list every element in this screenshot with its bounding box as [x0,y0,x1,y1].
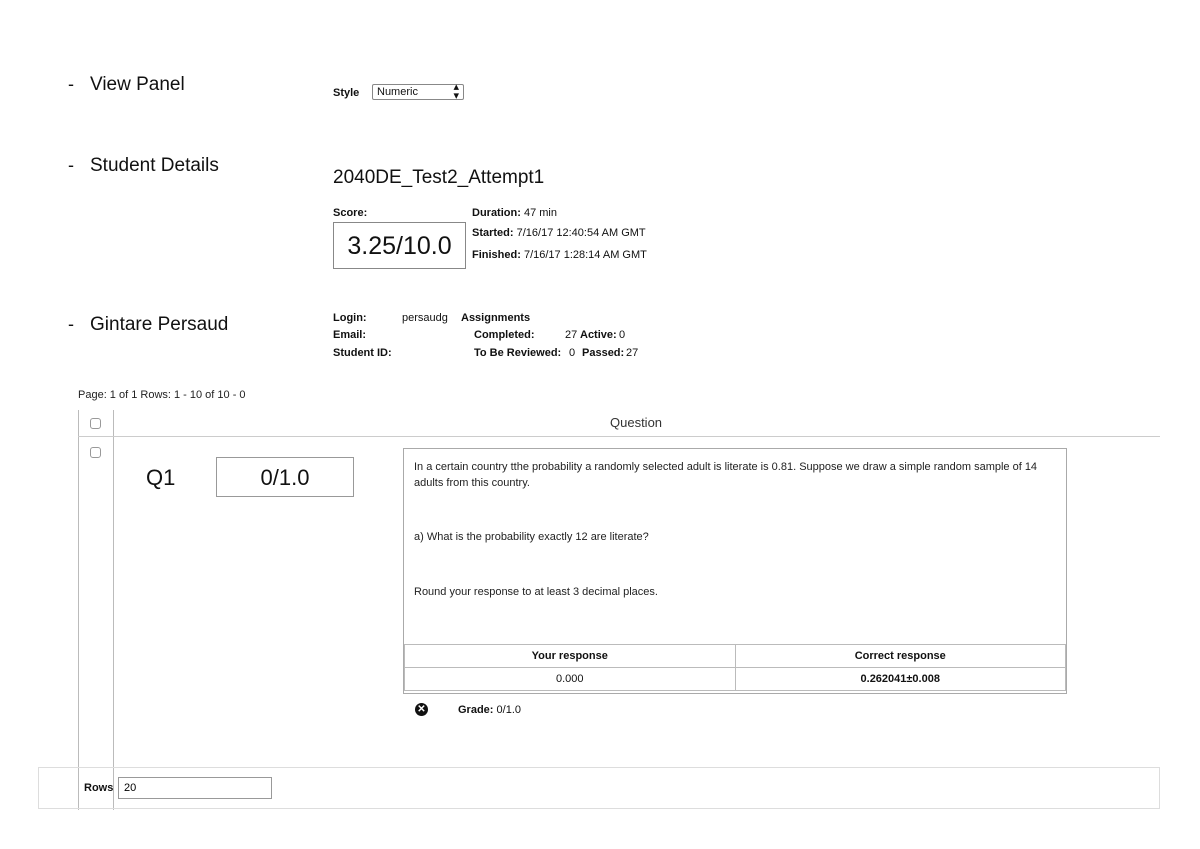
completed-value: 27 [565,329,578,341]
question-number: Q1 [146,465,176,490]
duration-label: Duration: [472,207,521,219]
style-label: Style [333,87,360,99]
rows-label: Rows [84,782,114,794]
collapse-toggle-student[interactable]: - [68,314,74,334]
question-paragraph-1: In a certain country tthe probability a randomly selected adult is literate is 0.81. Suppose we draw a simple random sample of 14 adults from this country. [414,461,1038,489]
grade-label: Grade: [458,704,494,716]
to-be-reviewed-value: 0 [569,347,576,359]
duration-row [472,207,557,219]
row-checkbox[interactable] [90,447,101,458]
started-row [472,227,646,239]
student-id-label: Student ID: [333,347,392,359]
passed-label: Passed: [582,347,625,359]
collapse-toggle-view-panel[interactable]: - [68,74,74,94]
correct-response-header: Correct response [735,645,1066,668]
correct-response-value: 0.262041±0.008 [735,668,1066,691]
finished-value: 7/16/17 1:28:14 AM GMT [523,249,647,261]
login-value: persaudg [402,312,448,324]
active-label: Active: [580,329,617,341]
question-box [403,448,1067,694]
response-table [404,644,1066,691]
started-value: 7/16/17 12:40:54 AM GMT [516,227,646,239]
test-name: 2040DE_Test2_Attempt1 [333,167,545,188]
question-paragraph-3: Round your response to at least 3 decimal places. [414,586,658,598]
x-circle-icon: ✕ [415,703,428,716]
duration-value: 47 min [523,207,557,219]
score-label: Score: [333,207,368,219]
table-checkbox-column-border [113,410,114,810]
style-select[interactable] [372,81,464,102]
your-response-value: 0.000 [405,668,736,691]
active-value: 0 [619,329,626,341]
student-name: Gintare Persaud [90,314,229,335]
login-label: Login: [333,312,367,324]
column-header-question[interactable]: Question [610,415,663,430]
completed-label: Completed: [474,329,535,341]
question-mark-box: 0/1.0 [216,457,354,497]
your-response-header: Your response [405,645,736,668]
style-select-value: Numeric [377,86,418,98]
to-be-reviewed-label: To Be Reviewed: [474,347,562,359]
finished-row [472,249,647,261]
grade-value: 0/1.0 [496,704,521,716]
started-label: Started: [472,227,514,239]
table-header-divider [78,436,1160,437]
question-paragraph-2: a) What is the probability exactly 12 are literate? [414,531,649,543]
student-details-heading: Student Details [90,155,219,176]
grade-row [458,704,521,716]
score-box: 3.25/10.0 [333,222,466,269]
pager-text: Page: 1 of 1 Rows: 1 - 10 of 10 - 0 [78,389,246,401]
table-left-border [78,410,79,810]
email-label: Email: [333,329,367,341]
view-panel-heading: View Panel [90,74,185,95]
collapse-toggle-student-details[interactable]: - [68,155,74,175]
assignments-label: Assignments [461,312,531,324]
rows-input[interactable] [118,777,272,799]
finished-label: Finished: [472,249,521,261]
select-all-checkbox[interactable] [90,418,101,429]
select-arrows-icon: ▴ ▾ [453,81,459,102]
passed-value: 27 [626,347,639,359]
